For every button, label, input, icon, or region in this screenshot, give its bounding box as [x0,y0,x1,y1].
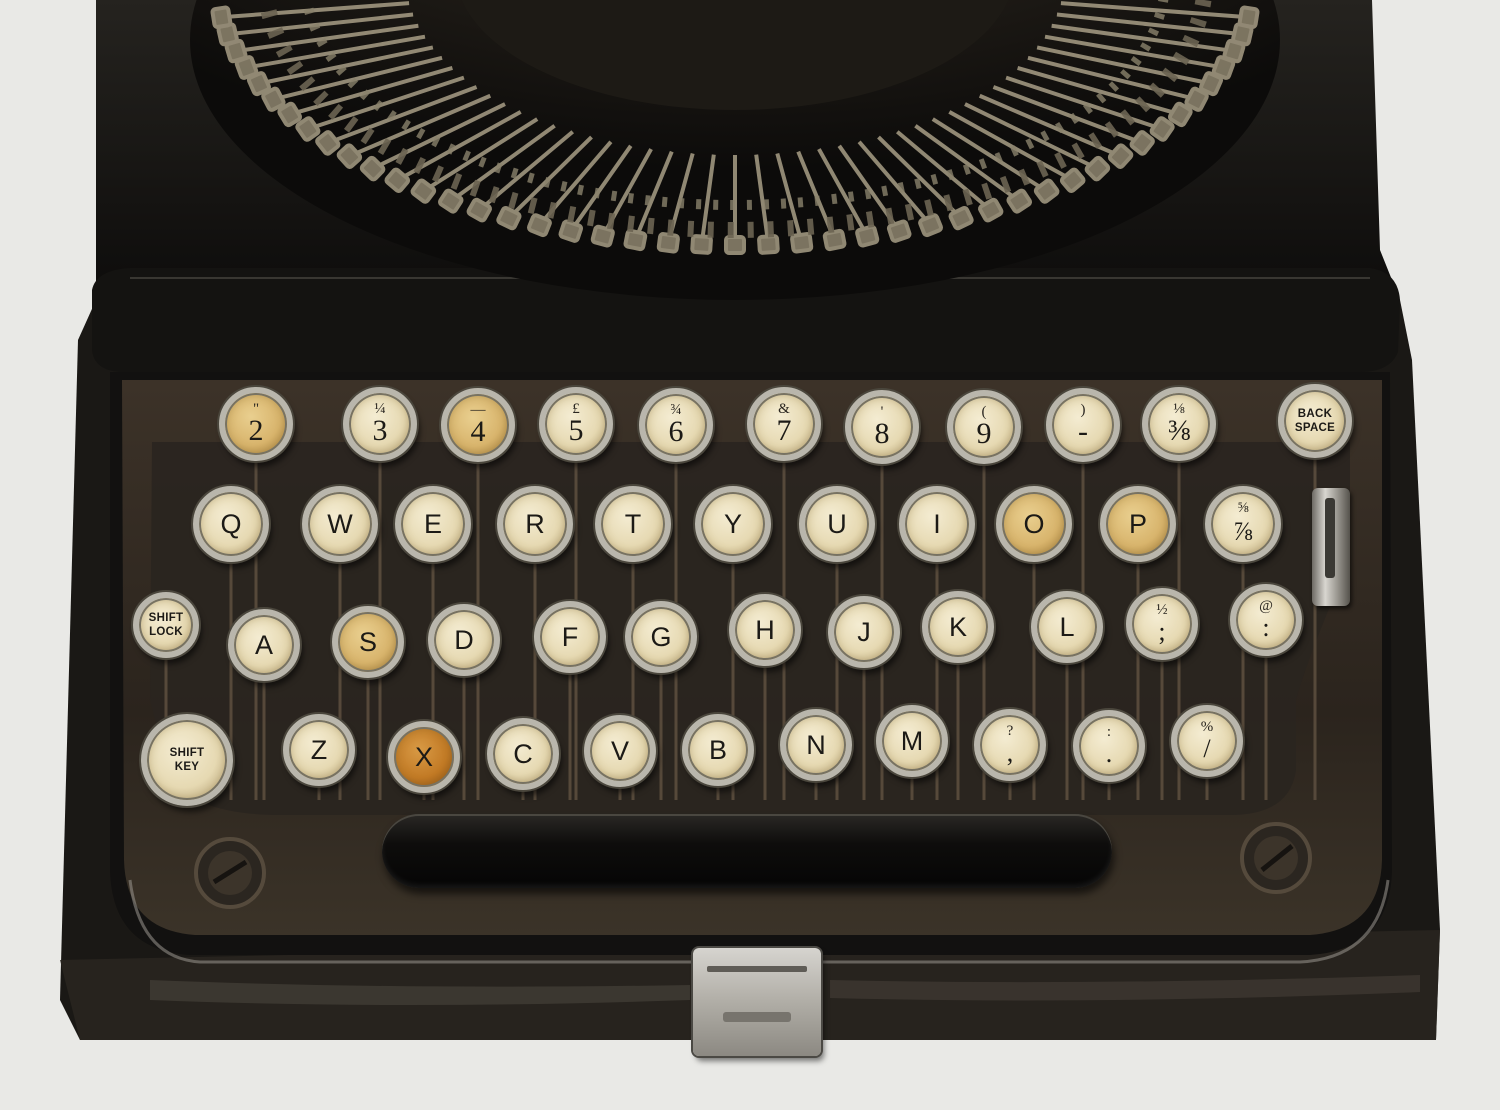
key-9[interactable] [947,390,1021,464]
key-legend: O [1023,508,1045,539]
key-c[interactable] [487,718,559,790]
key-legend: BACK SPACE [1294,407,1336,434]
key-legend: S [358,626,377,657]
key-shift-key[interactable] [141,714,233,806]
screw-left [196,839,264,907]
key-legend: F [561,621,579,652]
type-slug [658,234,678,252]
key-g[interactable] [625,601,697,673]
key-legend: K [948,611,967,642]
key-t[interactable] [595,486,671,562]
key-5[interactable] [539,387,613,461]
type-slug [919,214,942,236]
key-legend: 4 [470,415,486,448]
key-p[interactable] [1100,486,1176,562]
key-shift-lock[interactable] [133,592,199,658]
key-legend: ⅞ [1233,517,1253,546]
type-slug [560,221,582,242]
key-shift-legend: & [778,401,790,417]
key-shift-legend: £ [572,401,580,417]
key-h[interactable] [729,594,801,666]
type-slug [856,226,877,246]
key-7[interactable] [747,387,821,461]
key-s[interactable] [332,606,404,678]
key-legend: T [624,508,642,539]
key-a[interactable] [228,609,300,681]
key-legend: M [900,725,924,756]
key-legend: 3 [372,414,388,447]
key-y[interactable] [695,486,771,562]
key-shift-legend: ⅝ [1237,500,1249,516]
key-legend: A [254,629,273,660]
key-shift-legend: ( [981,404,987,420]
key-u[interactable] [799,486,875,562]
key-legend: U [827,508,847,539]
key-m[interactable] [876,705,948,777]
key-legend: SHIFT LOCK [148,611,184,638]
key-v[interactable] [584,715,656,787]
key-n[interactable] [780,709,852,781]
key-shift-legend: ⅛ [1173,401,1185,417]
key-j[interactable] [828,596,900,668]
key-legend: H [755,614,775,645]
case-latch[interactable] [693,948,821,1056]
key-legend: 6 [668,415,684,448]
key-b[interactable] [682,714,754,786]
key-i[interactable] [899,486,975,562]
type-slug [212,7,231,27]
key-k[interactable] [922,591,994,663]
key-2[interactable] [219,387,293,461]
type-slug [692,236,711,253]
key-shift-legend: % [1200,719,1214,735]
key-slash[interactable] [1171,705,1243,777]
key-shift-legend: ) [1080,402,1086,418]
key-legend: 2 [248,414,264,447]
key-legend: SHIFT KEY [169,746,205,773]
key-e[interactable] [395,486,471,562]
key-legend: V [610,735,629,766]
key-f[interactable] [534,601,606,673]
type-slug [726,237,744,253]
key-shift-legend: ? [1006,723,1014,739]
key-legend: C [513,738,533,769]
key-legend: . [1105,739,1113,768]
type-slug [824,230,845,249]
key-legend: 9 [976,417,992,450]
key-legend: E [423,508,442,539]
type-slug [528,214,551,236]
key-legend: G [650,621,672,652]
key-legend: 5 [568,414,584,447]
key-shift-legend: " [252,401,260,417]
key-eighths[interactable] [1142,387,1216,461]
key-q[interactable] [193,486,269,562]
key-legend: ; [1158,617,1166,646]
key-z[interactable] [283,714,355,786]
key-4[interactable] [441,388,515,462]
key-w[interactable] [302,486,378,562]
key-backspace[interactable] [1278,384,1352,458]
key-legend: Q [220,508,242,539]
key-shift-legend: ¼ [374,401,386,417]
key-legend: I [933,508,941,539]
key-shift-legend: — [470,402,486,418]
key-legend: / [1203,734,1211,763]
key-legend: N [806,729,826,760]
key-legend: Y [723,508,742,539]
key-fractions[interactable] [1205,486,1281,562]
key-legend: L [1059,611,1075,642]
key-legend: R [525,508,545,539]
screw-right [1242,824,1310,892]
key-shift-legend: ¾ [670,402,682,418]
key-x[interactable] [388,721,460,793]
key-half[interactable] [1126,588,1198,660]
key-legend: X [414,741,433,772]
key-comma[interactable] [974,709,1046,781]
key-shift-legend: : [1106,724,1112,740]
key-dash[interactable] [1046,388,1120,462]
key-legend: B [708,734,727,765]
key-shift-legend: ½ [1156,602,1168,618]
key-d[interactable] [428,604,500,676]
key-colon[interactable] [1230,584,1302,656]
key-legend: Z [310,734,328,765]
key-period[interactable] [1073,710,1145,782]
key-r[interactable] [497,486,573,562]
key-legend: 7 [776,414,792,447]
key-6[interactable] [639,388,713,462]
key-legend: : [1262,613,1270,642]
type-slug [625,230,646,249]
margin-release-lever[interactable] [1312,488,1350,606]
key-legend: , [1006,738,1014,767]
type-slug [792,234,812,252]
key-shift-legend: ' [880,404,884,420]
key-legend: P [1128,508,1147,539]
key-legend: W [327,508,353,539]
key-8[interactable] [845,390,919,464]
key-o[interactable] [996,486,1072,562]
type-slug [759,236,778,253]
key-legend: - [1078,415,1088,448]
key-legend: ⅜ [1167,414,1191,447]
key-legend: J [857,616,871,647]
key-legend: D [454,624,474,655]
key-shift-legend: @ [1259,598,1273,614]
key-l[interactable] [1031,591,1103,663]
spacebar[interactable] [382,814,1112,888]
type-slug [888,221,910,242]
key-3[interactable] [343,387,417,461]
key-legend: 8 [874,417,890,450]
